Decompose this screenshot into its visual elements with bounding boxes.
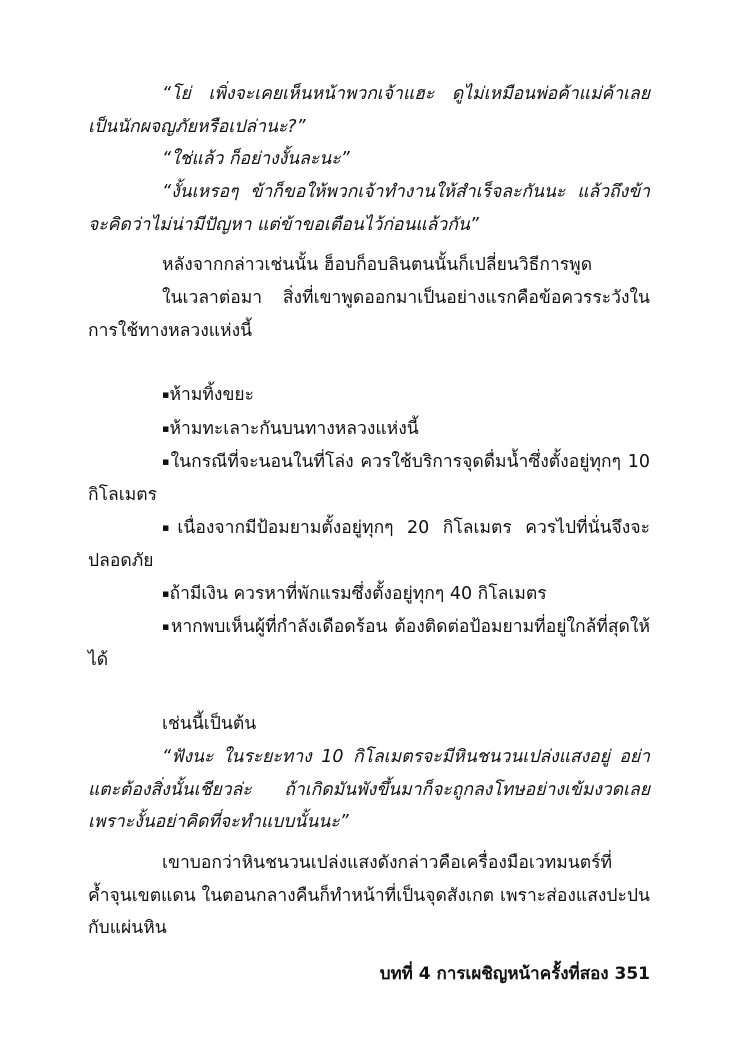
rule-text: ห้ามทิ้งขยะ [169, 385, 255, 405]
bullet-icon: ▪ [162, 620, 171, 633]
narration-paragraph: หลังจากกล่าวเช่นนั้น ฮ็อบก็อบลินตนนั้นก็เปลี่ยนวิธีการพูด [162, 255, 593, 275]
narration-paragraph: เขาบอกว่าหินชนวนเปล่งแสงดังกล่าวคือเครื่องมือเวทมนตร์ที่ค้ำจุนเขตแดน ในตอนกลางคืนก็ทำหน้าที่เป็นจุดสังเกต เพราะส่องแสงปะปนกับแผ่นหิน [88, 853, 650, 938]
dialogue-paragraph: “ใช่แล้ว ก็อย่างงั้นละนะ” [162, 149, 350, 169]
bullet-icon: ▪ [162, 587, 170, 600]
dialogue-paragraph: “งั้นเหรอๆ ข้าก็ขอให้พวกเจ้าทำงานให้สำเร็จละกันนะ แล้วถึงข้าจะคิดว่าไม่น่ามีปัญหา แต่ข้าขอเตือนไว้ก่อนแล้วกัน” [88, 182, 650, 235]
dialogue-paragraph: “ฟังนะ ในระยะทาง 10 กิโลเมตรจะมีหินชนวนเปล่งแสงอยู่ อย่าแตะต้องสิ่งนั้นเชียวล่ะ ถ้าเกิดมันพังขึ้นมาก็จะถูกลงโทษอย่างเข้มงวดเลย เพราะงั้นอย่าคิดที่จะทำแบบนั้นนะ” [88, 747, 650, 832]
rule-item [88, 611, 650, 676]
narration-paragraph: ในเวลาต่อมา สิ่งที่เขาพูดออกมาเป็นอย่างแรกคือข้อควรระวังในการใช้ทางหลวงแห่งนี้ [88, 288, 650, 341]
rule-text: เนื่องจากมีป้อมยามตั้งอยู่ทุกๆ 20 กิโลเมตร ควรไปที่นั่นจึงจะปลอดภัย [88, 518, 650, 571]
bullet-icon: ▪ [162, 455, 171, 468]
rule-item [88, 578, 650, 611]
rule-item [88, 512, 650, 577]
bullet-icon: ▪ [162, 521, 178, 534]
rule-text: ในกรณีที่จะนอนในที่โล่ง ควรใช้บริการจุดดื่มน้ำซึ่งตั้งอยู่ทุกๆ 10 กิโลเมตร [88, 452, 650, 505]
rule-text: ถ้ามีเงิน ควรหาที่พักแรมซึ่งตั้งอยู่ทุกๆ 40 กิโลเมตร [169, 584, 547, 604]
rule-text: หากพบเห็นผู้ที่กำลังเดือดร้อน ต้องติดต่อป้อมยามที่อยู่ใกล้ที่สุดให้ได้ [88, 617, 650, 670]
rule-item [88, 446, 650, 511]
dialogue-paragraph: “โย่ เพิ่งจะเคยเห็นหน้าพวกเจ้าแฮะ ดูไม่เหมือนพ่อค้าแม่ค้าเลย เป็นนักผจญภัยหรือเปล่านะ?” [88, 84, 650, 137]
page-footer: บทที่ 4 การเผชิญหน้าครั้งที่สอง 351 [379, 964, 650, 984]
bullet-icon: ▪ [162, 422, 170, 435]
bullet-icon: ▪ [162, 388, 170, 401]
rule-text: ห้ามทะเลาะกันบนทางหลวงแห่งนี้ [169, 419, 419, 439]
rule-item [88, 379, 650, 412]
narration-paragraph: เช่นนี้เป็นต้น [162, 714, 257, 734]
rule-item [88, 413, 650, 446]
